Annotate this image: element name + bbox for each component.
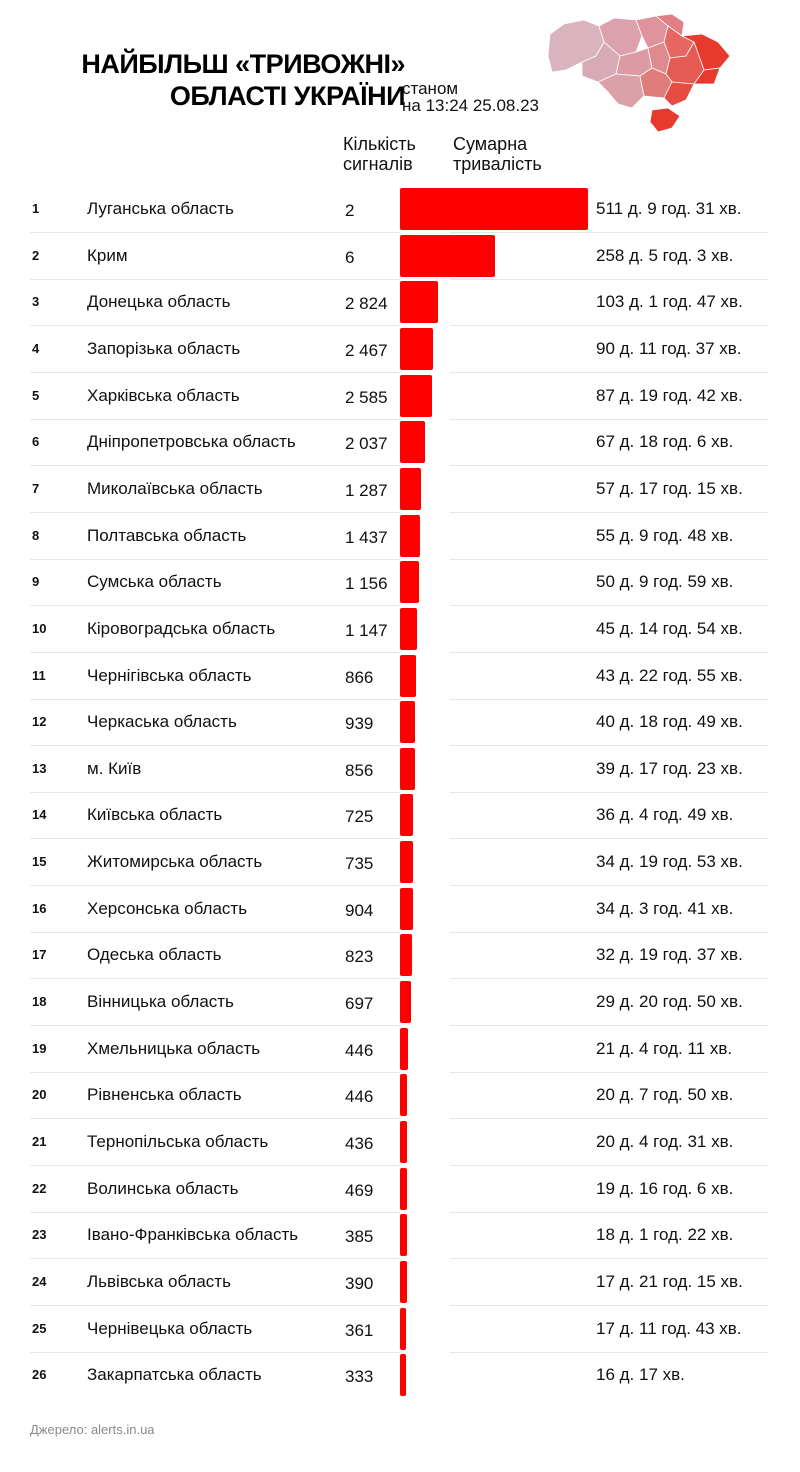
total-duration: 67 д. 18 год. 6 хв. bbox=[596, 432, 734, 452]
as-of-line-2: на 13:24 25.08.23 bbox=[402, 96, 540, 115]
region-name: Львівська область bbox=[87, 1271, 231, 1291]
region-name: м. Київ bbox=[87, 758, 142, 778]
region-name: Запорізька область bbox=[87, 338, 241, 358]
title-line-2: ОБЛАСТІ УКРАЇНИ bbox=[169, 81, 405, 111]
region-name: Одеська область bbox=[87, 945, 222, 965]
signal-count: 2 824 bbox=[345, 294, 388, 314]
signal-count: 2 585 bbox=[345, 387, 388, 407]
total-duration: 55 д. 9 год. 48 хв. bbox=[596, 525, 734, 545]
table-row bbox=[30, 234, 768, 280]
rank-label: 20 bbox=[32, 1087, 47, 1103]
signal-count: 725 bbox=[345, 807, 374, 827]
table-row bbox=[30, 1307, 768, 1353]
rank-label: 19 bbox=[32, 1040, 47, 1056]
total-duration: 19 д. 16 год. 6 хв. bbox=[596, 1178, 734, 1198]
table-row bbox=[30, 514, 768, 560]
total-duration: 40 д. 18 год. 49 хв. bbox=[596, 712, 743, 732]
region-name: Черкаська область bbox=[87, 712, 237, 732]
duration-bar bbox=[400, 421, 425, 463]
total-duration: 29 д. 20 год. 50 хв. bbox=[596, 992, 743, 1012]
region-name: Хмельницька область bbox=[87, 1038, 261, 1058]
table-row bbox=[30, 187, 768, 233]
table-row bbox=[30, 374, 768, 420]
signal-count: 361 bbox=[345, 1320, 374, 1340]
region-name: Рівненська область bbox=[87, 1085, 242, 1105]
duration-bar bbox=[400, 888, 413, 930]
table-row bbox=[30, 420, 768, 466]
table-row bbox=[30, 840, 768, 886]
total-duration: 511 д. 9 год. 31 хв. bbox=[596, 199, 742, 218]
title-line-1: НАЙБІЛЬШ «ТРИВОЖНІ» bbox=[81, 49, 405, 79]
total-duration: 20 д. 7 год. 50 хв. bbox=[596, 1085, 734, 1105]
table-row bbox=[30, 1353, 768, 1399]
table-row bbox=[30, 1120, 768, 1166]
rank-label: 9 bbox=[32, 574, 40, 590]
duration-bar bbox=[400, 1074, 407, 1116]
region-name: Донецька область bbox=[87, 292, 231, 312]
rank-label: 18 bbox=[32, 994, 47, 1010]
table-row bbox=[30, 327, 768, 373]
region-name: Волинська область bbox=[87, 1178, 239, 1198]
duration-bar bbox=[400, 981, 411, 1023]
duration-bar bbox=[400, 375, 432, 417]
total-duration: 45 д. 14 год. 54 хв. bbox=[596, 618, 743, 638]
rank-label: 23 bbox=[32, 1227, 47, 1243]
duration-bar bbox=[400, 841, 413, 883]
duration-bar bbox=[400, 1214, 407, 1256]
table-row bbox=[30, 280, 768, 326]
region-name: Чернігівська область bbox=[87, 665, 252, 685]
region-name: Вінницька область bbox=[87, 992, 234, 1012]
table-row bbox=[30, 607, 768, 653]
table-row bbox=[30, 560, 768, 606]
table-row bbox=[30, 747, 768, 793]
total-duration: 32 д. 19 год. 37 хв. bbox=[596, 945, 743, 965]
region-name: Чернівецька область bbox=[87, 1318, 253, 1338]
region-name: Івано-Франківська область bbox=[87, 1225, 299, 1245]
total-duration: 39 д. 17 год. 23 хв. bbox=[596, 758, 743, 778]
region-name: Полтавська область bbox=[87, 525, 247, 545]
total-duration: 17 д. 11 год. 43 хв. bbox=[596, 1318, 742, 1338]
total-duration: 43 д. 22 год. 55 хв. bbox=[596, 665, 743, 685]
table-row bbox=[30, 467, 768, 513]
signal-count: 856 bbox=[345, 760, 374, 780]
duration-bar bbox=[400, 655, 416, 697]
rank-label: 3 bbox=[32, 294, 40, 310]
signal-count: 2 bbox=[345, 201, 355, 220]
rank-label: 15 bbox=[32, 854, 47, 870]
rank-label: 10 bbox=[32, 620, 47, 636]
total-duration: 16 д. 17 хв. bbox=[596, 1365, 685, 1385]
signal-count: 385 bbox=[345, 1227, 374, 1247]
rank-label: 8 bbox=[32, 527, 40, 543]
signal-count: 6 bbox=[345, 247, 355, 267]
total-duration: 18 д. 1 год. 22 хв. bbox=[596, 1225, 734, 1245]
duration-header-line-2: тривалість bbox=[453, 154, 542, 174]
signal-count: 1 147 bbox=[345, 620, 388, 640]
signal-count: 2 037 bbox=[345, 434, 388, 454]
region-name: Херсонська область bbox=[87, 898, 248, 918]
total-duration: 103 д. 1 год. 47 хв. bbox=[596, 292, 743, 312]
table-row bbox=[30, 1167, 768, 1213]
duration-bar bbox=[400, 328, 433, 370]
table-row bbox=[30, 1027, 768, 1073]
total-duration: 50 д. 9 год. 59 хв. bbox=[596, 572, 734, 592]
signal-count: 469 bbox=[345, 1180, 374, 1200]
signal-count: 823 bbox=[345, 947, 374, 967]
duration-bar bbox=[400, 561, 419, 603]
signal-count: 333 bbox=[345, 1367, 374, 1387]
rank-label: 2 bbox=[32, 247, 40, 263]
duration-bar bbox=[400, 235, 495, 277]
region-name: Крим bbox=[87, 245, 128, 265]
region-name: Закарпатська область bbox=[87, 1365, 262, 1385]
total-duration: 34 д. 3 год. 41 хв. bbox=[596, 898, 734, 918]
region-name: Київська область bbox=[87, 805, 223, 825]
signal-count: 446 bbox=[345, 1087, 374, 1107]
duration-bar bbox=[400, 1261, 407, 1303]
signal-count: 866 bbox=[345, 667, 374, 687]
table-row bbox=[30, 1213, 768, 1259]
duration-bar bbox=[400, 934, 412, 976]
region-name: Миколаївська область bbox=[87, 478, 263, 498]
duration-bar bbox=[400, 515, 420, 557]
signal-count: 390 bbox=[345, 1273, 374, 1293]
duration-bar bbox=[400, 281, 438, 323]
signal-count: 939 bbox=[345, 714, 374, 734]
table-row bbox=[30, 1260, 768, 1306]
rank-label: 6 bbox=[32, 434, 40, 450]
total-duration: 87 д. 19 год. 42 хв. bbox=[596, 385, 743, 405]
duration-bar bbox=[400, 608, 417, 650]
region-name: Тернопільська область bbox=[87, 1132, 269, 1151]
region-name: Луганська область bbox=[87, 199, 234, 218]
signal-count: 1 287 bbox=[345, 480, 388, 500]
signal-count: 735 bbox=[345, 854, 374, 874]
rank-label: 24 bbox=[32, 1273, 47, 1289]
duration-header-line-1: Сумарна bbox=[453, 134, 528, 154]
table-row bbox=[30, 887, 768, 933]
rank-label: 22 bbox=[32, 1180, 47, 1196]
signal-count: 2 467 bbox=[345, 340, 388, 360]
duration-bar bbox=[400, 1354, 406, 1396]
duration-bar bbox=[400, 1308, 406, 1350]
total-duration: 20 д. 4 год. 31 хв. bbox=[596, 1132, 734, 1151]
table-row bbox=[30, 980, 768, 1026]
rank-label: 11 bbox=[32, 667, 46, 683]
total-duration: 21 д. 4 год. 11 хв. bbox=[596, 1038, 733, 1058]
rank-label: 13 bbox=[32, 760, 47, 776]
table-row bbox=[30, 700, 768, 746]
rank-label: 12 bbox=[32, 714, 47, 730]
duration-bar bbox=[400, 1028, 408, 1070]
rank-label: 1 bbox=[32, 201, 40, 216]
rank-label: 16 bbox=[32, 900, 47, 916]
rank-label: 26 bbox=[32, 1367, 47, 1383]
as-of-line-1: станом bbox=[402, 79, 459, 98]
rank-label: 25 bbox=[32, 1320, 47, 1336]
rank-label: 7 bbox=[32, 480, 40, 496]
duration-bar bbox=[400, 794, 413, 836]
region-name: Житомирська область bbox=[87, 852, 263, 872]
table-row bbox=[30, 654, 768, 700]
signal-count: 904 bbox=[345, 900, 374, 920]
total-duration: 17 д. 21 год. 15 хв. bbox=[596, 1271, 743, 1291]
rank-label: 21 bbox=[32, 1134, 47, 1149]
signal-count: 1 156 bbox=[345, 574, 388, 594]
region-name: Харківська область bbox=[87, 385, 240, 405]
table-row bbox=[30, 933, 768, 979]
total-duration: 57 д. 17 год. 15 хв. bbox=[596, 478, 743, 498]
total-duration: 90 д. 11 год. 37 хв. bbox=[596, 338, 742, 358]
source-note: Джерело: alerts.in.ua bbox=[30, 1422, 155, 1437]
signal-count: 697 bbox=[345, 994, 374, 1014]
rank-label: 5 bbox=[32, 387, 40, 403]
duration-bar bbox=[400, 1121, 407, 1163]
rank-label: 17 bbox=[32, 947, 47, 963]
total-duration: 34 д. 19 год. 53 хв. bbox=[596, 852, 743, 872]
duration-bar bbox=[400, 701, 415, 743]
rank-label: 4 bbox=[32, 340, 40, 356]
signal-count: 1 437 bbox=[345, 527, 388, 547]
signal-count: 436 bbox=[345, 1134, 374, 1153]
duration-bar bbox=[400, 1168, 407, 1210]
signal-count: 446 bbox=[345, 1040, 374, 1060]
duration-bar bbox=[400, 188, 588, 230]
duration-bar bbox=[400, 468, 421, 510]
count-header-line-1: Кількість bbox=[343, 134, 416, 154]
rank-label: 14 bbox=[32, 807, 47, 823]
duration-bar bbox=[400, 748, 415, 790]
region-name: Кіровоградська область bbox=[87, 618, 276, 638]
table-row bbox=[30, 793, 768, 839]
total-duration: 258 д. 5 год. 3 хв. bbox=[596, 245, 734, 265]
region-name: Сумська область bbox=[87, 572, 222, 592]
region-name: Дніпропетровська область bbox=[87, 432, 296, 452]
table-row bbox=[30, 1073, 768, 1119]
total-duration: 36 д. 4 год. 49 хв. bbox=[596, 805, 734, 825]
count-header-line-2: сигналів bbox=[343, 154, 413, 174]
